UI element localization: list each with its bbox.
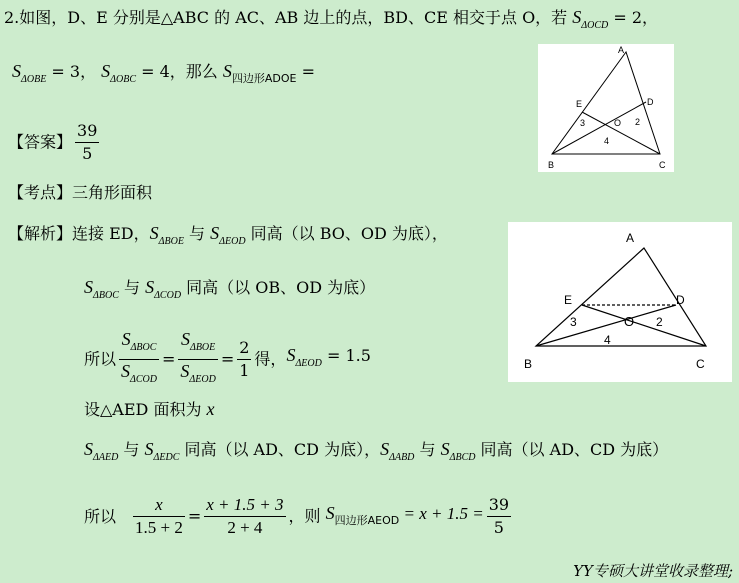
analysis-line-6 — [84, 494, 514, 539]
label-b: B — [548, 160, 555, 170]
topic-label: 【考点】 — [8, 183, 73, 202]
analysis-text: 设△AED 面积为 — [84, 400, 207, 419]
analysis-text: 同高（以 AD、CD 为底）， — [179, 440, 381, 459]
area-subscript: ΔBOE — [189, 342, 216, 353]
eod-result — [286, 345, 371, 369]
area-symbol: S — [145, 277, 155, 297]
sum-fraction — [204, 494, 285, 539]
equals-sign: = — [220, 349, 235, 369]
x-fraction — [133, 494, 185, 539]
fraction-numerator: x — [133, 494, 185, 517]
label-c: C — [659, 160, 666, 170]
area-symbol: S — [121, 329, 131, 349]
triangle-diagram-large — [508, 222, 732, 382]
analysis-text: 连接 ED， — [72, 224, 150, 243]
analysis-text: 同高（以 AD、CD 为底） — [475, 440, 669, 459]
segment-bd — [552, 102, 646, 154]
label-o: O — [624, 314, 635, 329]
fraction-denominator: 2 + 4 — [227, 518, 263, 537]
area-symbol: S — [180, 329, 190, 349]
analysis-line-2 — [84, 276, 375, 307]
fraction-numerator: x + 1.5 + 3 — [204, 494, 285, 517]
fraction-numerator — [119, 328, 159, 360]
fraction-denominator: 1 — [239, 361, 250, 380]
triangle-figure-small — [538, 44, 674, 172]
variable-x: x — [206, 399, 215, 419]
footer-credit: YY专硕大讲堂收录整理; — [573, 562, 733, 580]
result-fraction — [487, 494, 511, 539]
fraction-denominator — [119, 360, 159, 391]
area-symbol: S — [286, 345, 296, 365]
triangle-figure-large — [508, 222, 732, 382]
area-subscript: ΔEOD — [219, 236, 246, 247]
fraction-denominator: 5 — [493, 518, 504, 537]
quad-area-expr — [325, 502, 484, 527]
segment-ce — [582, 305, 706, 346]
fraction-numerator — [178, 328, 217, 360]
ratio-fraction-3 — [237, 337, 251, 382]
value-obc: = 4，那么 — [136, 62, 223, 81]
value-obe: = 3， — [46, 62, 97, 81]
area-subscript: ΔBOC — [93, 290, 119, 301]
equals-sign: = — [296, 62, 316, 81]
area-subscript: ΔBOE — [158, 236, 184, 247]
analysis-label: 【解析】 — [8, 224, 73, 243]
analysis-text: 与 — [118, 440, 145, 459]
area-symbol: S — [180, 361, 190, 381]
area-subscript: ΔOCD — [581, 20, 609, 31]
area-symbol: S — [149, 223, 159, 243]
area-subscript: ΔABD — [389, 452, 415, 463]
analysis-text: 与 — [414, 440, 441, 459]
label-d: D — [647, 97, 654, 107]
area-symbol: S — [440, 439, 450, 459]
analysis-line-5 — [84, 438, 668, 469]
area-symbol: S — [210, 223, 220, 243]
area-symbol: S — [121, 361, 131, 381]
area-label-3: 3 — [580, 118, 586, 128]
eod-value: = 1.5 — [321, 346, 371, 365]
answer-label: 【答案】 — [8, 132, 73, 152]
quad-expression: = x + 1.5 = — [399, 503, 484, 523]
problem-number: 2. — [4, 8, 20, 27]
answer-numerator: 39 — [75, 120, 99, 143]
area-label-2: 2 — [635, 117, 641, 127]
equals-sign: = — [162, 349, 176, 369]
analysis-text: 得， — [254, 349, 287, 369]
topic-text: 三角形面积 — [72, 183, 153, 202]
fraction-denominator — [178, 360, 217, 391]
area-symbol: S — [380, 439, 390, 459]
area-subscript: ΔEDC — [153, 452, 180, 463]
analysis-text: ，则 — [288, 506, 326, 526]
label-a: A — [626, 231, 635, 245]
answer-denominator: 5 — [82, 144, 93, 163]
area-subscript: ΔAED — [93, 452, 119, 463]
analysis-line-1 — [8, 222, 448, 253]
equals-sign: = — [187, 506, 202, 526]
analysis-text: 同高（以 OB、OD 为底） — [181, 278, 376, 297]
quad-subscript: 四边形AEOD — [334, 513, 400, 527]
area-symbol: S — [84, 277, 93, 297]
label-e: E — [564, 293, 573, 307]
analysis-line-3 — [84, 328, 371, 391]
area-symbol: S — [101, 61, 111, 81]
analysis-text: 与 — [183, 224, 211, 243]
area-subscript: ΔEOD — [189, 374, 216, 385]
problem-line-2 — [12, 60, 315, 91]
problem-text: 如图，D、E 分别是△ABC 的 AC、AB 边上的点，BD、CE 相交于点 O，若 — [19, 8, 573, 27]
label-d: D — [676, 293, 685, 307]
triangle-diagram-small — [538, 44, 674, 172]
label-e: E — [576, 99, 583, 109]
topic-line — [8, 182, 152, 204]
area-symbol: S — [144, 439, 154, 459]
area-symbol: S — [572, 7, 582, 27]
area-symbol: S — [84, 439, 93, 459]
area-subscript: ΔBCD — [449, 452, 476, 463]
label-a: A — [618, 45, 625, 55]
area-subscript: ΔCOD — [154, 290, 182, 301]
analysis-text: 所以 — [84, 506, 117, 526]
area-label-4: 4 — [604, 333, 611, 347]
area-subscript: ΔBOC — [130, 342, 157, 353]
area-subscript: ΔOBE — [21, 74, 47, 85]
ratio-fraction-1 — [119, 328, 159, 391]
quad-subscript: 四边形ADOE — [231, 72, 297, 85]
area-subscript: ΔEOD — [295, 358, 322, 369]
analysis-line-4 — [84, 398, 215, 421]
area-label-2: 2 — [656, 315, 663, 329]
fraction-numerator: 2 — [237, 337, 251, 360]
area-symbol: S — [222, 61, 232, 81]
label-b: B — [524, 357, 533, 371]
value-ocd: = 2， — [608, 8, 659, 27]
analysis-text: 所以 — [84, 349, 117, 369]
label-o: O — [614, 118, 622, 128]
problem-line-1 — [4, 6, 658, 37]
area-subscript: ΔCOD — [130, 374, 157, 385]
label-c: C — [696, 357, 705, 371]
analysis-text: 同高（以 BO、OD 为底）， — [245, 224, 448, 243]
area-label-4: 4 — [604, 136, 610, 146]
fraction-denominator: 1.5 + 2 — [135, 518, 183, 537]
fraction-numerator: 39 — [487, 494, 511, 517]
area-symbol: S — [12, 61, 21, 81]
area-symbol: S — [325, 502, 335, 523]
analysis-text: 与 — [118, 278, 146, 297]
area-subscript: ΔOBC — [110, 74, 137, 85]
answer-fraction — [75, 120, 99, 165]
area-label-3: 3 — [570, 315, 577, 329]
ratio-fraction-2 — [178, 328, 217, 391]
answer-line — [8, 120, 102, 165]
